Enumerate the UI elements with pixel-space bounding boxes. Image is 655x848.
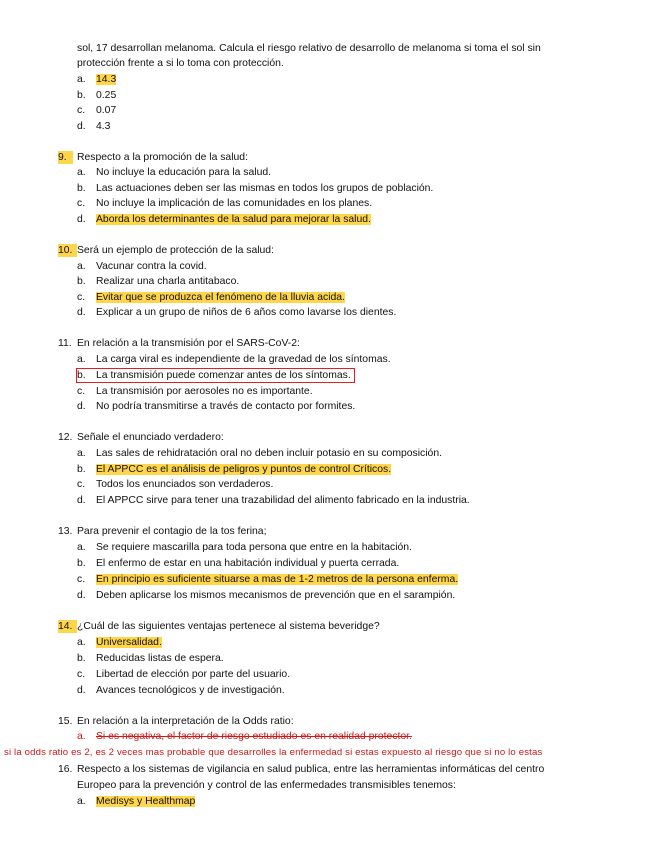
- question-16: 16. Respecto a los sistemas de vigilancia en salud publica, entre las herramientas informáticas del centro: [58, 764, 545, 775]
- intro-line-1: sol, 17 desarrollan melanoma. Calcula el riesgo relativo de desarrollo de melanoma si toma el sol sin: [77, 43, 541, 54]
- highlighted-answer: En principio es suficiente situarse a mas de 1-2 metros de la persona enferma.: [96, 574, 459, 585]
- question-13-option-b: b. El enfermo de estar en una habitación individual y puerta cerrada.: [77, 558, 400, 569]
- question-11-option-b-boxed: b. La transmisión puede comenzar antes de los síntomas.: [77, 369, 354, 382]
- question-11-option-a: a. La carga viral es independiente de la gravedad de los síntomas.: [77, 354, 391, 365]
- question-12: 12. Señale el enunciado verdadero:: [58, 432, 224, 443]
- question-13: 13. Para prevenir el contagio de la tos ferina;: [58, 526, 267, 537]
- question-10-option-b: b. Realizar una charla antitabaco.: [77, 276, 240, 287]
- highlighted-answer: El APPCC es el análisis de peligros y puntos de control Críticos.: [96, 464, 392, 475]
- question-11-option-d: d. No podría transmitirse a través de contacto por formites.: [77, 401, 356, 412]
- highlighted-answer: Universalidad.: [96, 637, 162, 648]
- intro-option-d: d. 4.3: [77, 121, 111, 132]
- question-13-option-a: a. Se requiere mascarilla para toda persona que entre en la habitación.: [77, 542, 412, 553]
- question-9: 9. Respecto a la promoción de la salud:: [58, 152, 248, 163]
- question-13-option-d: d. Deben aplicarse los mismos mecanismos de prevención que en el sarampión.: [77, 590, 456, 601]
- question-16-option-a: a. Medisys y Healthmap: [77, 796, 196, 807]
- question-13-option-c: c. En principio es suficiente situarse a mas de 1-2 metros de la persona enferma.: [77, 574, 459, 585]
- question-10-option-a: a. Vacunar contra la covid.: [77, 261, 207, 272]
- intro-option-a: a. 14.3: [77, 74, 117, 85]
- highlighted-answer: Aborda los determinantes de la salud para mejorar la salud.: [96, 214, 371, 225]
- intro-line-2: protección frente a si lo toma con protección.: [77, 58, 284, 69]
- question-12-option-d: d. El APPCC sirve para tener una trazabilidad del alimento fabricado en la industria.: [77, 495, 470, 506]
- question-16-line-2: Europeo para la prevención y control de las enfermedades transmisibles tenemos:: [77, 780, 456, 791]
- handwritten-note: si la odds ratio es 2, es 2 veces mas probable que desarrolles la enfermedad si estas expuesto al riesgo que si no lo estas: [4, 747, 543, 758]
- question-14-option-d: d. Avances tecnológicos y de investigación.: [77, 685, 285, 696]
- question-9-option-c: c. No incluye la implicación de las comunidades en los planes.: [77, 198, 373, 209]
- question-10-option-c: c. Evitar que se produzca el fenómeno de la lluvia acida.: [77, 292, 345, 303]
- question-12-option-a: a. Las sales de rehidratación oral no deben incluir potasio en su composición.: [77, 448, 442, 459]
- question-14-option-b: b. Reducidas listas de espera.: [77, 653, 224, 664]
- question-15: 15. En relación a la interpretación de la Odds ratio:: [58, 716, 294, 727]
- question-9-option-d: d. Aborda los determinantes de la salud para mejorar la salud.: [77, 214, 371, 225]
- intro-option-b: b. 0.25: [77, 90, 117, 101]
- question-12-option-b: b. El APPCC es el análisis de peligros y puntos de control Críticos.: [77, 464, 392, 475]
- question-14: 14. ¿Cuál de las siguientes ventajas pertenece al sistema beveridge?: [58, 621, 380, 632]
- question-10: 10. Será un ejemplo de protección de la salud:: [58, 245, 274, 256]
- intro-option-c: c. 0.07: [77, 105, 117, 116]
- question-14-option-a: a. Universalidad.: [77, 637, 162, 648]
- highlighted-answer: Evitar que se produzca el fenómeno de la lluvia acida.: [96, 292, 345, 303]
- question-10-option-d: d. Explicar a un grupo de niños de 6 años como lavarse los dientes.: [77, 307, 397, 318]
- highlighted-answer: Medisys y Healthmap: [96, 796, 196, 807]
- question-14-option-c: c. Libertad de elección por parte del usuario.: [77, 669, 291, 680]
- question-9-option-b: b. Las actuaciones deben ser las mismas en todos los grupos de población.: [77, 183, 434, 194]
- question-12-option-c: c. Todos los enunciados son verdaderos.: [77, 479, 274, 490]
- highlighted-answer: 14.3: [96, 74, 117, 85]
- question-9-option-a: a. No incluye la educación para la salud.: [77, 167, 272, 178]
- question-11: 11. En relación a la transmisión por el SARS-CoV-2:: [58, 338, 300, 349]
- question-11-option-c: c. La transmisión por aerosoles no es importante.: [77, 386, 313, 397]
- question-15-struck-option-a: a. Si es negativa, el factor de riesgo estudiado es en realidad protector.: [77, 731, 412, 742]
